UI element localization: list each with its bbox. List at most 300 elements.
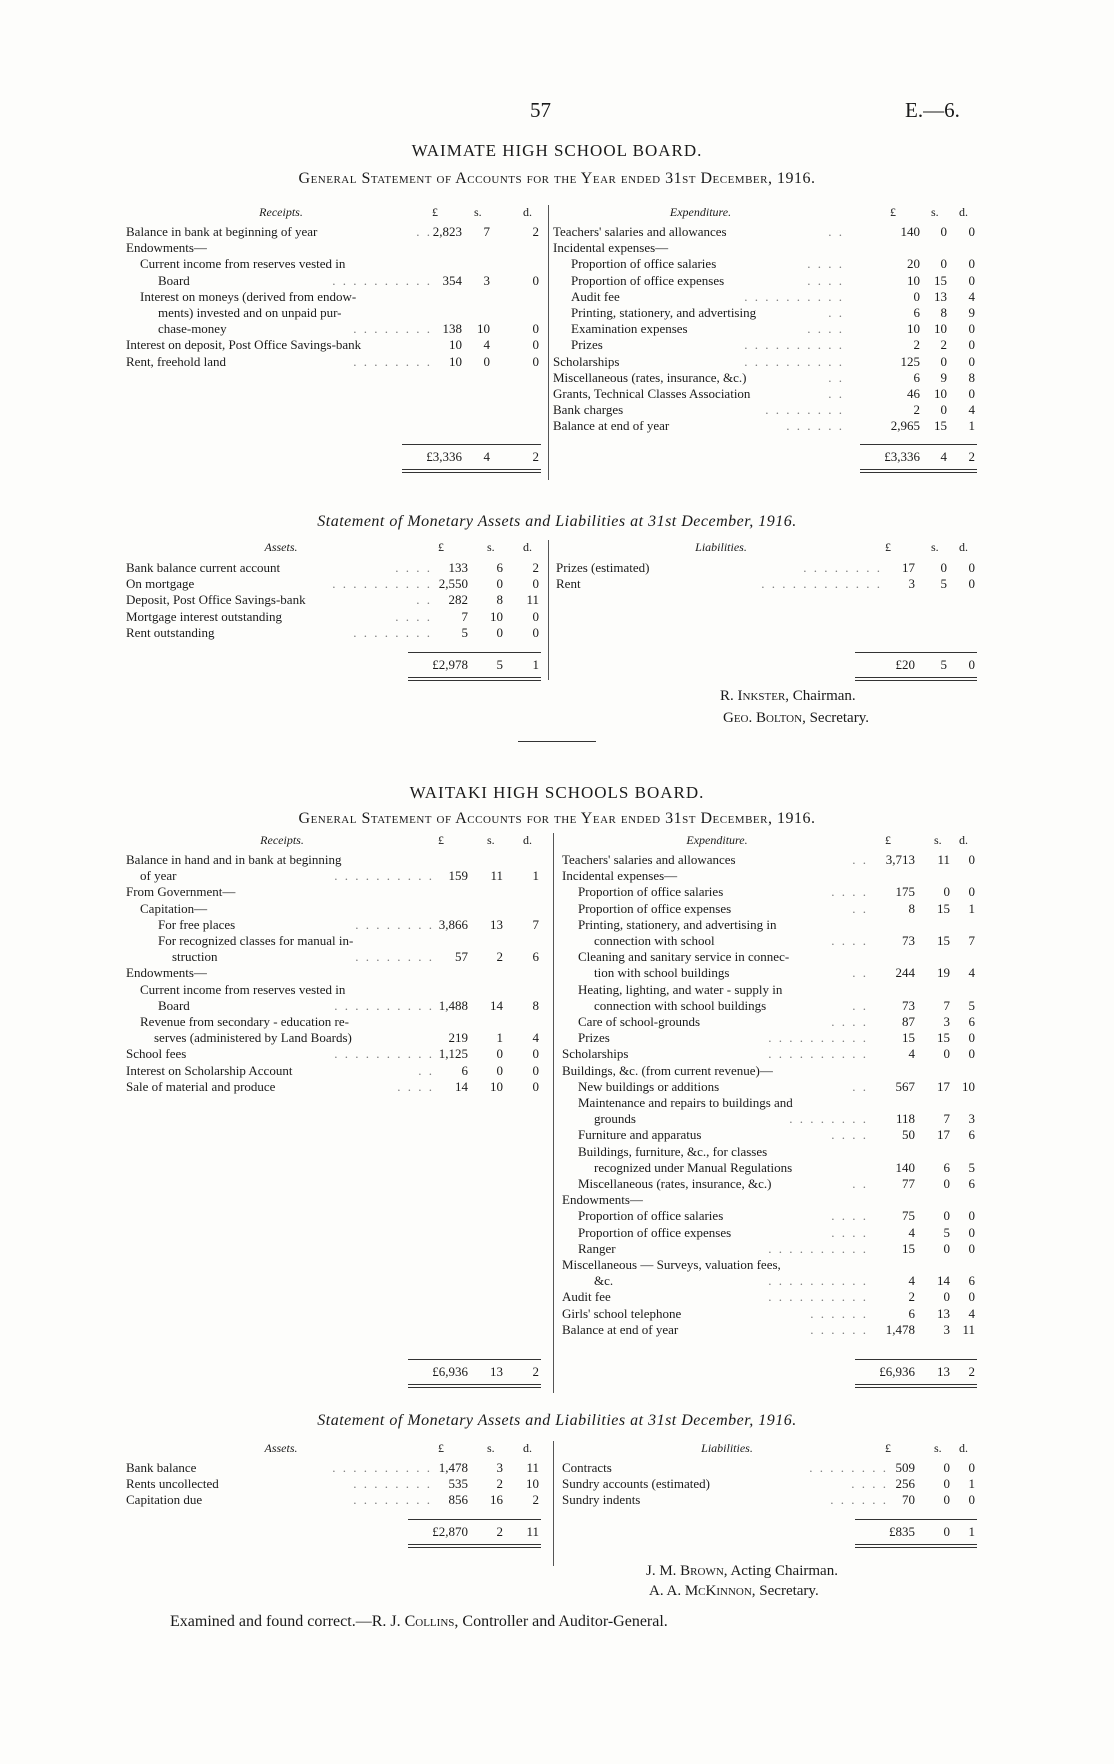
expenditure-row bbox=[553, 337, 991, 353]
leader-dots: . . bbox=[416, 224, 432, 239]
expenditure-shillings: 6 bbox=[943, 1159, 950, 1175]
asset-row bbox=[126, 560, 555, 576]
expenditure-pence: 0 bbox=[968, 1289, 975, 1305]
asset-pence: 0 bbox=[532, 624, 539, 640]
expenditure-pence: 0 bbox=[968, 272, 975, 288]
leader-dots: . . . . bbox=[831, 884, 868, 900]
receipt-pence: 0 bbox=[532, 353, 539, 369]
receipt-row bbox=[126, 337, 555, 353]
asset-shillings: 0 bbox=[496, 624, 503, 640]
asset-label bbox=[126, 1476, 436, 1492]
receipt-row bbox=[126, 965, 555, 981]
receipt-label-text: chase-money bbox=[158, 321, 227, 337]
asset-pence: 11 bbox=[526, 1460, 539, 1475]
asset-pounds: 1,478 bbox=[438, 1460, 468, 1475]
receipt-pence: 6 bbox=[532, 949, 539, 965]
expenditure-row bbox=[562, 1322, 991, 1338]
receipt-label-text: Current income from reserves vested in bbox=[140, 256, 346, 272]
expenditure-label-text: Cleaning and sanitary service in connec- bbox=[578, 949, 790, 965]
receipt-pounds: 14 bbox=[455, 1078, 468, 1094]
receipt-shillings: 10 bbox=[490, 1078, 503, 1094]
expenditure-label bbox=[553, 402, 848, 418]
expenditure-pence: 1 bbox=[968, 418, 975, 434]
expenditure-label-text: Incidental expenses— bbox=[553, 240, 669, 256]
receipt-label bbox=[126, 240, 436, 256]
expenditure-label-text: Scholarships bbox=[553, 353, 620, 369]
asset-label-text: Rent outstanding bbox=[126, 624, 215, 640]
expenditure-label-text: Proportion of office expenses bbox=[578, 1224, 732, 1240]
expenditure-label bbox=[562, 1046, 872, 1062]
receipt-shillings: 13 bbox=[490, 916, 503, 932]
signatory-role: , Secretary. bbox=[802, 710, 869, 726]
leader-dots: . . bbox=[828, 305, 844, 320]
total-rule-bottom-2 bbox=[408, 1387, 541, 1388]
expenditure-shillings: 7 bbox=[943, 1111, 950, 1127]
leader-dots: . . . . . . . . bbox=[355, 949, 434, 965]
leader-dots: . . . . bbox=[807, 321, 844, 337]
expenditure-pence: 0 bbox=[968, 386, 975, 401]
expenditure-row bbox=[562, 1273, 991, 1289]
receipt-shillings: 10 bbox=[477, 321, 490, 337]
asset-row bbox=[126, 625, 555, 641]
leader-dots: . . . . . . bbox=[786, 418, 844, 434]
expenditure-pounds: 3,713 bbox=[885, 852, 915, 867]
expenditure-label-text: Miscellaneous (rates, insurance, &c.) bbox=[578, 1176, 772, 1191]
receipt-row bbox=[126, 917, 555, 933]
leader-dots: . . . . . . bbox=[830, 1492, 888, 1508]
asset-row bbox=[126, 1460, 555, 1476]
expenditure-row bbox=[553, 402, 991, 418]
assets-total-shillings: 2 bbox=[496, 1524, 503, 1539]
expenditure-shillings: 15 bbox=[937, 1030, 950, 1046]
expenditure-row bbox=[562, 1257, 991, 1273]
receipt-pounds: 10 bbox=[449, 337, 462, 353]
asset-label-text: Bank balance current account bbox=[126, 560, 281, 575]
leader-dots: . . bbox=[828, 224, 844, 239]
leader-dots: . . . . . . . . bbox=[353, 1476, 432, 1492]
expenditure-pence: 0 bbox=[968, 1240, 975, 1256]
pounds-col-header: £ bbox=[438, 1441, 444, 1455]
pence-col-header: d. bbox=[523, 1441, 532, 1455]
receipts-total bbox=[126, 449, 555, 465]
asset-pounds: 133 bbox=[448, 560, 468, 575]
pence-col-header: d. bbox=[959, 1441, 968, 1455]
pounds-col-header: £ bbox=[885, 540, 891, 554]
liability-pence: 1 bbox=[968, 1476, 975, 1492]
receipt-label bbox=[154, 1030, 438, 1046]
expenditure-shillings: 15 bbox=[934, 272, 947, 288]
pence-col-header: d. bbox=[959, 540, 968, 554]
expenditure-label bbox=[571, 337, 848, 353]
receipt-shillings: 4 bbox=[483, 337, 490, 353]
expenditure-row bbox=[562, 1306, 991, 1322]
assets-total-pounds: £2,978 bbox=[432, 657, 468, 672]
expenditure-row bbox=[562, 949, 991, 965]
expenditure-label bbox=[571, 273, 848, 289]
liabilities-header: Liabilities. bbox=[695, 540, 747, 554]
receipt-label-text: School fees bbox=[126, 1046, 187, 1062]
receipt-label-text: of year bbox=[140, 868, 177, 884]
expenditure-total bbox=[553, 449, 991, 465]
asset-pence: 2 bbox=[532, 1492, 539, 1508]
expenditure-label bbox=[562, 1063, 872, 1079]
expenditure-row bbox=[562, 933, 991, 949]
receipt-label-text: Revenue from secondary - education re- bbox=[140, 1014, 349, 1029]
asset-shillings: 2 bbox=[496, 1476, 503, 1492]
expenditure-pence: 5 bbox=[968, 997, 975, 1013]
receipt-row bbox=[126, 256, 555, 272]
expenditure-total-shillings: 4 bbox=[940, 449, 947, 464]
receipts-header: Receipts. bbox=[260, 833, 304, 847]
expenditure-row bbox=[553, 273, 991, 289]
expenditure-pence: 8 bbox=[968, 369, 975, 385]
expenditure-label-text: Care of school-grounds bbox=[578, 1014, 701, 1029]
expenditure-label-text: Printing, stationery, and advertising in bbox=[578, 916, 777, 932]
receipt-label bbox=[140, 256, 436, 272]
expenditure-pence: 11 bbox=[962, 1321, 975, 1337]
asset-label bbox=[126, 592, 436, 608]
expenditure-shillings: 0 bbox=[943, 884, 950, 900]
leader-dots: . . bbox=[828, 386, 844, 401]
liability-pence: 0 bbox=[968, 576, 975, 592]
expenditure-pounds: 77 bbox=[902, 1176, 915, 1191]
leader-dots: . . . . . . . . . . bbox=[744, 337, 844, 353]
expenditure-pounds: 4 bbox=[908, 1224, 915, 1240]
receipt-row bbox=[126, 998, 555, 1014]
receipts-total-shillings: 4 bbox=[483, 449, 490, 464]
expenditure-pounds: 20 bbox=[907, 256, 920, 272]
liability-label bbox=[562, 1460, 892, 1476]
shillings-col-header: s. bbox=[934, 833, 942, 847]
receipt-row bbox=[126, 1063, 555, 1079]
expenditure-label-text: Heating, lighting, and water - supply in bbox=[578, 981, 783, 997]
asset-pounds: 2,550 bbox=[438, 576, 468, 592]
expenditure-row bbox=[562, 1111, 991, 1127]
liability-pence: 0 bbox=[968, 560, 975, 575]
expenditure-pence: 0 bbox=[968, 1046, 975, 1062]
expenditure-label bbox=[594, 998, 872, 1014]
total-rule-bottom-2 bbox=[855, 680, 977, 681]
expenditure-pounds: 2 bbox=[913, 337, 920, 353]
receipt-label bbox=[126, 965, 438, 981]
liability-row bbox=[556, 576, 991, 592]
receipt-label-text: Interest on deposit, Post Office Savings-bank bbox=[126, 337, 362, 353]
signatory-role: , Acting Chairman. bbox=[723, 1563, 838, 1579]
expenditure-label-text: Scholarships bbox=[562, 1046, 629, 1062]
expenditure-label bbox=[578, 917, 872, 933]
receipt-label-text: ments) invested and on unpaid pur- bbox=[158, 305, 342, 320]
receipt-pence: 8 bbox=[532, 997, 539, 1013]
expenditure-label-text: connection with school bbox=[594, 933, 715, 948]
total-rule-bottom-2 bbox=[855, 1387, 977, 1388]
section2-title: WAITAKI HIGH SCHOOLS BOARD. bbox=[409, 783, 705, 802]
leader-dots: . . bbox=[852, 1176, 868, 1191]
liabilities-total-pounds: £835 bbox=[889, 1524, 915, 1539]
pence-col-header: d. bbox=[959, 833, 968, 847]
receipt-row bbox=[126, 224, 555, 240]
expenditure-label-text: Grants, Technical Classes Association bbox=[553, 386, 751, 401]
shillings-col-header: s. bbox=[931, 540, 939, 554]
expenditure-label bbox=[571, 256, 848, 272]
leader-dots: . . . . bbox=[831, 1224, 868, 1240]
asset-label bbox=[126, 609, 436, 625]
page-reference: E.—6. bbox=[905, 98, 960, 122]
shillings-col-header: s. bbox=[931, 205, 939, 219]
total-rule-bottom-1 bbox=[402, 469, 541, 470]
column-divider bbox=[553, 1441, 554, 1566]
expenditure-shillings: 3 bbox=[943, 1014, 950, 1029]
receipt-pounds: 1,488 bbox=[438, 997, 468, 1013]
audit-footer-prefix: Examined and found correct.— bbox=[170, 1613, 372, 1630]
expenditure-label-text: Proportion of office expenses bbox=[578, 900, 732, 916]
expenditure-label bbox=[578, 901, 872, 917]
expenditure-label-text: Buildings, &c. (from current revenue)— bbox=[562, 1062, 773, 1078]
total-rule-bottom-2 bbox=[855, 1547, 977, 1548]
expenditure-label bbox=[562, 852, 872, 868]
assets-total-shillings: 5 bbox=[496, 657, 503, 672]
liabilities-total-pounds: £20 bbox=[895, 657, 915, 672]
expenditure-shillings: 14 bbox=[937, 1273, 950, 1289]
liability-pounds: 70 bbox=[902, 1492, 915, 1508]
expenditure-label-text: Buildings, furniture, &c., for classes bbox=[578, 1143, 768, 1159]
expenditure-label bbox=[553, 354, 848, 370]
expenditure-label bbox=[562, 1192, 872, 1208]
receipt-pence: 0 bbox=[532, 1078, 539, 1094]
expenditure-label bbox=[594, 1273, 872, 1289]
pence-col-header: d. bbox=[523, 833, 532, 847]
receipts-total-pounds: £3,336 bbox=[426, 449, 462, 464]
receipts-total-shillings: 13 bbox=[490, 1364, 503, 1379]
expenditure-row bbox=[562, 998, 991, 1014]
expenditure-pounds: 8 bbox=[908, 900, 915, 916]
expenditure-pence: 5 bbox=[968, 1159, 975, 1175]
signatory-role: , Secretary. bbox=[751, 1583, 819, 1599]
expenditure-shillings: 3 bbox=[943, 1321, 950, 1337]
section2-subtitle: General Statement of Accounts for the Year ended 31st December, 1916. bbox=[298, 810, 816, 827]
total-rule-bottom-1 bbox=[855, 677, 977, 678]
receipt-label-text: From Government— bbox=[126, 884, 236, 900]
total-rule-bottom-2 bbox=[408, 680, 541, 681]
expenditure-shillings: 2 bbox=[940, 337, 947, 353]
expenditure-label-text: Prizes bbox=[578, 1030, 610, 1046]
expenditure-label bbox=[594, 965, 872, 981]
receipts-total bbox=[126, 1364, 555, 1380]
asset-pence: 0 bbox=[532, 608, 539, 624]
receipt-label bbox=[126, 884, 438, 900]
pence-col-header: d. bbox=[523, 205, 532, 219]
leader-dots: . . . . . . . . . . bbox=[768, 1240, 868, 1256]
expenditure-row bbox=[562, 1144, 991, 1160]
expenditure-row bbox=[562, 1225, 991, 1241]
column-divider bbox=[553, 833, 554, 1393]
receipt-label bbox=[140, 868, 438, 884]
total-rule-bottom-2 bbox=[860, 472, 977, 473]
asset-pounds: 282 bbox=[448, 592, 468, 608]
liability-pounds: 509 bbox=[895, 1460, 915, 1475]
asset-row bbox=[126, 576, 555, 592]
expenditure-shillings: 10 bbox=[934, 321, 947, 337]
receipt-shillings: 0 bbox=[496, 1062, 503, 1078]
receipt-label-text: Endowments— bbox=[126, 965, 207, 981]
expenditure-shillings: 5 bbox=[943, 1224, 950, 1240]
expenditure-shillings: 15 bbox=[937, 933, 950, 948]
receipt-label-text: Endowments— bbox=[126, 240, 207, 256]
expenditure-row bbox=[562, 852, 991, 868]
expenditure-label bbox=[578, 1241, 872, 1257]
expenditure-row bbox=[553, 370, 991, 386]
pounds-col-header: £ bbox=[438, 833, 444, 847]
asset-pence: 2 bbox=[532, 560, 539, 575]
expenditure-pence: 10 bbox=[962, 1078, 975, 1094]
receipt-label bbox=[126, 852, 438, 868]
expenditure-label-text: recognized under Manual Regulations bbox=[594, 1159, 793, 1175]
receipt-label bbox=[158, 998, 438, 1014]
asset-label bbox=[126, 1492, 436, 1508]
expenditure-shillings: 9 bbox=[940, 369, 947, 385]
total-rule-bottom-1 bbox=[855, 1544, 977, 1545]
page-number: 57 bbox=[530, 98, 551, 122]
section1-statement-title: Statement of Monetary Assets and Liabilities at 31st December, 1916. bbox=[317, 513, 797, 530]
receipt-pounds: 3,866 bbox=[438, 916, 468, 932]
receipt-pounds: 159 bbox=[448, 868, 468, 884]
receipt-label bbox=[140, 982, 438, 998]
assets-total bbox=[126, 657, 555, 673]
expenditure-label-text: Prizes bbox=[571, 337, 603, 353]
expenditure-label-text: Balance at end of year bbox=[562, 1321, 679, 1337]
liability-label bbox=[556, 560, 886, 576]
expenditure-row bbox=[562, 1176, 991, 1192]
expenditure-pounds: 73 bbox=[902, 933, 915, 948]
expenditure-shillings: 17 bbox=[937, 1078, 950, 1094]
asset-label-text: Capitation due bbox=[126, 1492, 203, 1508]
leader-dots: . . bbox=[416, 592, 432, 608]
expenditure-pounds: 140 bbox=[895, 1159, 915, 1175]
liability-label bbox=[562, 1476, 892, 1492]
expenditure-label-text: Audit fee bbox=[571, 288, 620, 304]
expenditure-row bbox=[553, 224, 991, 240]
expenditure-pounds: 6 bbox=[913, 369, 920, 385]
expenditure-row bbox=[553, 321, 991, 337]
asset-label bbox=[126, 560, 436, 576]
leader-dots: . . . . . . . . bbox=[809, 1460, 888, 1475]
leader-dots: . . . . bbox=[831, 933, 868, 948]
receipt-row bbox=[126, 321, 555, 337]
receipt-row bbox=[126, 868, 555, 884]
asset-shillings: 3 bbox=[496, 1460, 503, 1475]
expenditure-shillings: 15 bbox=[937, 900, 950, 916]
liability-label-text: Rent bbox=[556, 576, 581, 592]
asset-shillings: 8 bbox=[496, 592, 503, 608]
asset-pounds: 5 bbox=[461, 624, 468, 640]
leader-dots: . . . . . . . . bbox=[353, 353, 432, 369]
expenditure-total-pence: 2 bbox=[968, 1364, 975, 1379]
column-divider bbox=[548, 205, 549, 480]
receipt-pounds: 57 bbox=[455, 949, 468, 965]
expenditure-pounds: 4 bbox=[908, 1046, 915, 1062]
receipt-pence: 0 bbox=[532, 1062, 539, 1078]
expenditure-pounds: 50 bbox=[902, 1127, 915, 1143]
receipt-label-text: Board bbox=[158, 272, 190, 288]
expenditure-pence: 0 bbox=[968, 256, 975, 272]
receipt-label-text: Interest on moneys (derived from endow- bbox=[140, 288, 357, 304]
expenditure-label-text: Proportion of office salaries bbox=[578, 1208, 724, 1224]
shillings-col-header: s. bbox=[487, 1441, 495, 1455]
expenditure-shillings: 0 bbox=[943, 1208, 950, 1224]
receipt-row bbox=[126, 289, 555, 305]
expenditure-row bbox=[553, 305, 991, 321]
receipt-pence: 0 bbox=[532, 272, 539, 288]
receipt-label bbox=[140, 901, 438, 917]
expenditure-shillings: 15 bbox=[934, 418, 947, 434]
receipt-label bbox=[158, 917, 438, 933]
asset-pounds: 856 bbox=[448, 1492, 468, 1508]
leader-dots: . . bbox=[852, 1078, 868, 1094]
expenditure-row bbox=[562, 1127, 991, 1143]
expenditure-header: Expenditure. bbox=[686, 833, 748, 847]
asset-label bbox=[126, 576, 436, 592]
section1-title: WAIMATE HIGH SCHOOL BOARD. bbox=[411, 141, 703, 160]
pounds-col-header: £ bbox=[438, 540, 444, 554]
liabilities-header: Liabilities. bbox=[701, 1441, 753, 1455]
total-rule-bottom-1 bbox=[860, 469, 977, 470]
expenditure-pounds: 2 bbox=[913, 402, 920, 418]
expenditure-label-text: Furniture and apparatus bbox=[578, 1127, 702, 1143]
expenditure-pence: 9 bbox=[968, 305, 975, 320]
liability-pounds: 3 bbox=[908, 576, 915, 592]
expenditure-shillings: 0 bbox=[940, 402, 947, 418]
leader-dots: . . . . . . . . . . bbox=[332, 1460, 432, 1475]
leader-dots: . . . . bbox=[851, 1476, 888, 1492]
liabilities-total-shillings: 0 bbox=[943, 1524, 950, 1539]
total-rule-bottom-1 bbox=[855, 1384, 977, 1385]
expenditure-shillings: 0 bbox=[943, 1176, 950, 1191]
expenditure-label bbox=[553, 370, 848, 386]
liability-pence: 0 bbox=[968, 1492, 975, 1508]
liabilities-total-pence: 1 bbox=[968, 1524, 975, 1539]
expenditure-label-text: &c. bbox=[594, 1273, 614, 1289]
expenditure-row bbox=[562, 1160, 991, 1176]
receipt-pounds: 138 bbox=[442, 321, 462, 337]
receipt-label bbox=[158, 321, 436, 337]
expenditure-label bbox=[578, 1176, 872, 1192]
expenditure-row bbox=[562, 1208, 991, 1224]
receipt-label bbox=[126, 1046, 438, 1062]
leader-dots: . . . . . . . . bbox=[803, 560, 882, 575]
leader-dots: . . . . bbox=[807, 272, 844, 288]
receipt-pence: 4 bbox=[532, 1030, 539, 1046]
expenditure-pounds: 125 bbox=[900, 353, 920, 369]
expenditure-row bbox=[562, 1046, 991, 1062]
expenditure-pence: 4 bbox=[968, 402, 975, 418]
receipt-row bbox=[126, 273, 555, 289]
expenditure-pounds: 244 bbox=[895, 965, 915, 981]
expenditure-pounds: 2,965 bbox=[890, 418, 920, 434]
total-rule-top bbox=[408, 1519, 541, 1520]
leader-dots: . . bbox=[852, 900, 868, 916]
receipt-shillings: 1 bbox=[496, 1030, 503, 1046]
expenditure-shillings: 0 bbox=[940, 353, 947, 369]
receipt-pence: 7 bbox=[532, 916, 539, 932]
receipt-label bbox=[158, 305, 436, 321]
asset-pounds: 535 bbox=[448, 1476, 468, 1492]
receipt-label-text: Current income from reserves vested in bbox=[140, 981, 346, 997]
liability-label bbox=[556, 576, 886, 592]
expenditure-label bbox=[578, 982, 872, 998]
liability-row bbox=[562, 1460, 991, 1476]
receipt-label-text: struction bbox=[172, 949, 218, 965]
signature-line bbox=[720, 688, 856, 705]
receipt-pence: 0 bbox=[532, 321, 539, 337]
